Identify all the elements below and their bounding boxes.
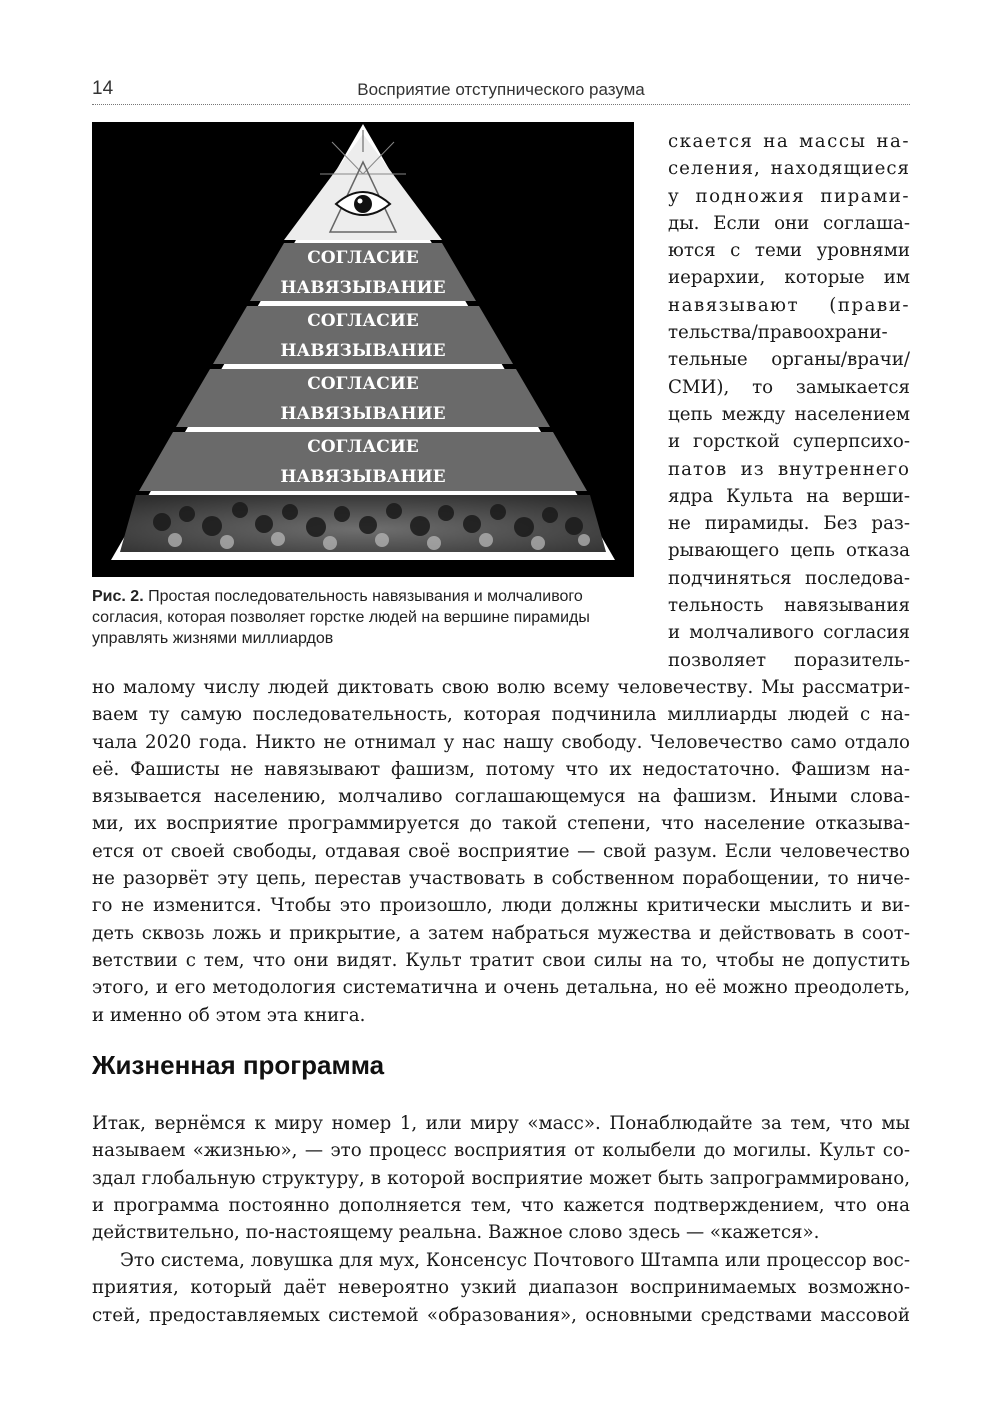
side-line: позволяет поразитель- <box>668 649 910 671</box>
caption-label: Рис. 2. <box>92 588 144 605</box>
body-line: и именно об этом эта книга. <box>92 1004 366 1026</box>
section-heading: Жизненная программа <box>92 1050 385 1080</box>
side-line: иерархии, которые им <box>668 267 910 289</box>
body-line: чала 2020 года. Никто не отнимал у нас нашу свободу. Человечество само отдало <box>92 731 910 753</box>
tier-1-top-label: СОГЛАСИЕ <box>307 248 419 268</box>
body-line: и программа постоянно дополняется тем, что кажется подтверждением, что она <box>92 1194 910 1216</box>
body-line: здал глобальную структуру, в которой восприятие может быть запрограммировано, <box>92 1167 910 1189</box>
tier-4-bottom-label: НАВЯЗЫВАНИЕ <box>280 467 446 487</box>
side-line: селения, находящиеся <box>668 158 910 180</box>
header-rule <box>92 104 910 105</box>
side-line: СМИ), то замыкается <box>668 376 910 398</box>
side-line: тельные органы/врачи/ <box>668 349 910 371</box>
running-header <box>92 74 910 104</box>
figure-caption <box>92 586 652 649</box>
side-line: ядра Культа на верши- <box>668 485 910 507</box>
body-line: го не изменится. Чтобы это произошло, люди должны критически мыслить и ви- <box>92 895 910 917</box>
side-line: и горсткой суперпсихо- <box>668 431 910 453</box>
body-line: Это система, ловушка для мух, Консенсус Почтового Штампа или процессор вос- <box>120 1250 910 1271</box>
body-line: этого, и его методология систематична и очень детальна, но её можно преодолеть, <box>92 977 910 999</box>
tier-4-top-label: СОГЛАСИЕ <box>307 437 419 457</box>
side-line: тельства/правоохрани- <box>668 322 888 344</box>
body-line: но малому числу людей диктовать свою волю всему человечеству. Мы рассматри- <box>92 677 910 698</box>
side-line: рывающего цепь отказа <box>668 540 910 562</box>
body-line: ми, их восприятие программируется до такой степени, что население отказыва- <box>92 813 910 835</box>
body-line: вязывается населению, молчаливо соглашающемуся на фашизм. Иными слова- <box>92 786 910 808</box>
body-line: ется от своей свободы, отдавая своё восприятие — свой разум. Если человечество <box>92 840 910 862</box>
body-line: её. Фашисты не навязывают фашизм, потому что их недостаточно. Фашизм на- <box>92 758 910 780</box>
body-line: деть сквозь ложь и прикрытие, а затем набраться мужества и действовать в соот- <box>92 922 910 944</box>
body-line: действительно, по-настоящему реальна. Важное слово здесь — «кажется». <box>92 1222 820 1244</box>
side-line: скается на массы на- <box>668 131 910 152</box>
tier-2-bottom-label: НАВЯЗЫВАНИЕ <box>280 341 446 361</box>
body-line: ветствии с тем, что они видят. Культ тратит свои силы на то, чтобы не допустить <box>92 949 910 971</box>
tier-3-bottom-label: НАВЯЗЫВАНИЕ <box>280 404 446 424</box>
pyramid-illustration <box>92 122 634 577</box>
page-number: 14 <box>92 78 114 99</box>
side-line: ды. Если они соглаша- <box>668 212 910 234</box>
body-line: не разорвёт эту цепь, перестав участвовать в собственном порабощении, то ниче- <box>92 868 910 890</box>
body-line: называем «жизнью», — это процесс восприятия от колыбели до могилы. Культ со- <box>92 1140 910 1162</box>
paragraph-3 <box>92 1247 910 1329</box>
tier-3-top-label: СОГЛАСИЕ <box>307 374 419 394</box>
side-line: ются с теми уровнями <box>668 240 910 262</box>
paragraph-2 <box>92 1110 910 1246</box>
tier-1-bottom-label: НАВЯЗЫВАНИЕ <box>280 278 446 298</box>
tier-2-top-label: СОГЛАСИЕ <box>307 311 419 331</box>
body-line: стей, предоставляемых системой «образования», основными средствами массовой <box>92 1304 910 1326</box>
running-title: Восприятие отступнического разума <box>357 80 645 99</box>
side-line: не пирамиды. Без раз- <box>668 513 910 535</box>
body-line: ваем ту самую последовательность, которая подчинила миллиарды людей с на- <box>92 704 910 726</box>
body-line: Итак, вернёмся к миру номер 1, или миру «масс». Понаблюдайте за тем, что мы <box>92 1113 910 1134</box>
side-line: цепь между населением <box>668 403 910 425</box>
side-line: и молчаливого согласия <box>668 622 910 644</box>
side-column-text <box>668 128 910 674</box>
paragraph-1 <box>92 674 910 1029</box>
caption-text: Простая последовательность навязывания и молчаливого согласия, которая позволяет горстке людей на вершине пирамиды управлять жизнями миллиардов <box>92 588 590 647</box>
side-line: подчиняться последова- <box>668 567 910 589</box>
pyramid-figure <box>92 122 634 577</box>
side-line: у подножия пирами- <box>668 185 910 207</box>
body-line: приятия, который даёт невероятно узкий диапазон воспринимаемых возможно- <box>92 1277 910 1299</box>
side-line: патов из внутреннего <box>668 458 910 480</box>
side-line: тельность навязывания <box>668 595 910 617</box>
side-line: навязывают (прави- <box>668 294 910 316</box>
